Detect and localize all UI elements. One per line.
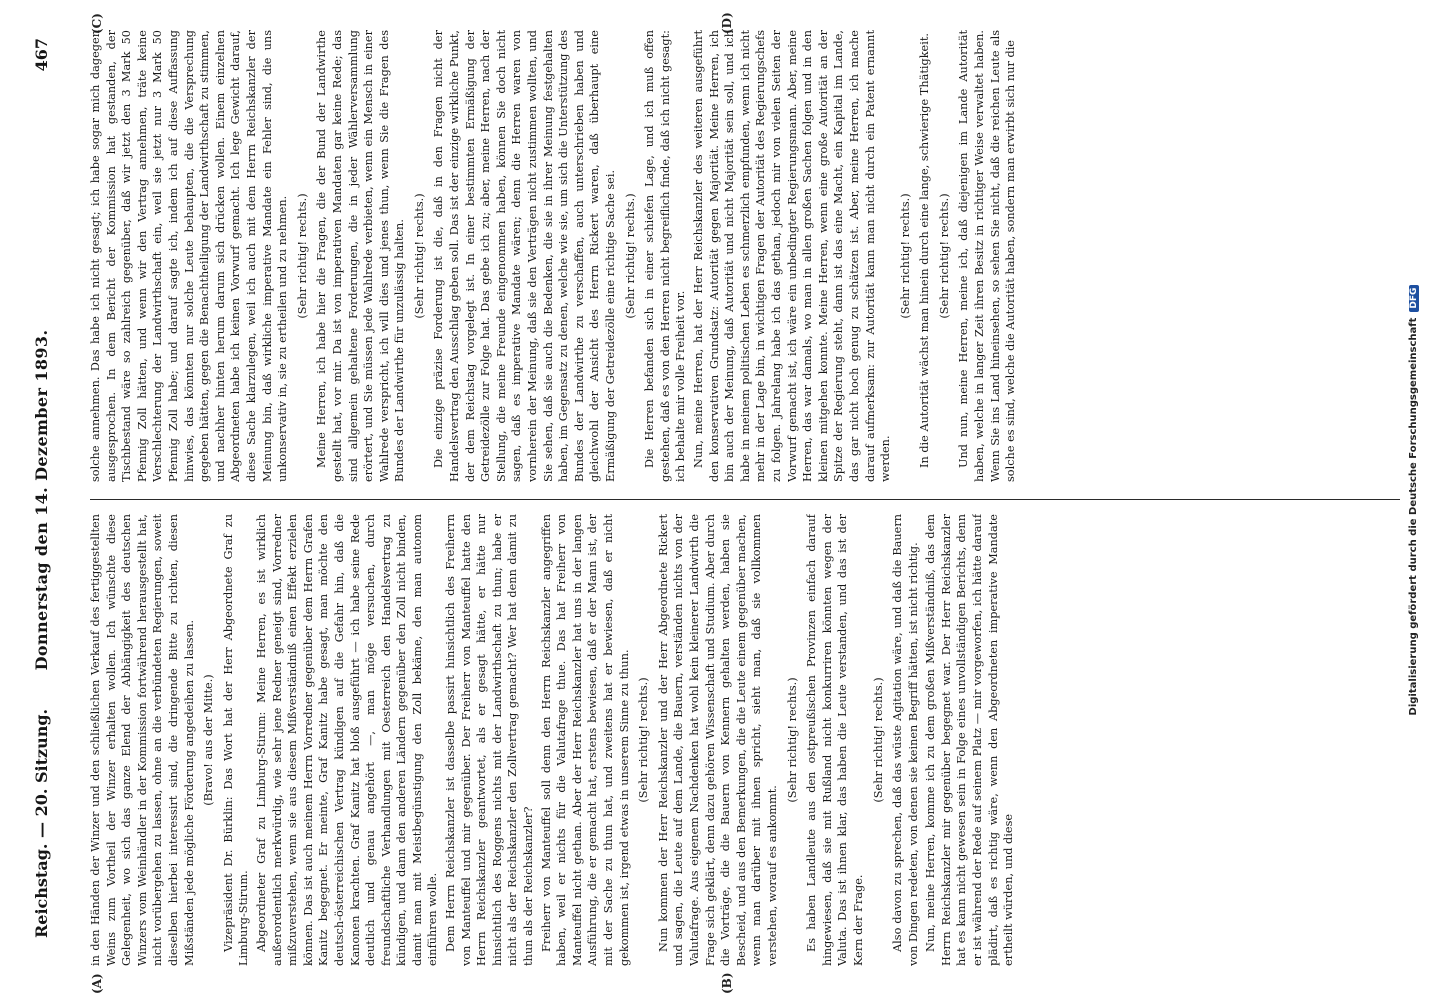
left-column <box>88 514 1368 966</box>
dfg-logo: DFG <box>1409 285 1419 312</box>
paragraph: Die einzige präzise Forderung ist die, daß in den Fragen nicht der Handelsvertrag den Ausschlag geben soll. Das ist der einzige wirkliche Punkt, der dem Reichstag vorgelegt ist. In einer bestimmten Ermäßigung der Getreidezölle zur Folge hat. Das gebe ich zu; aber, meine Herren, nach der Stellung, die meine Freunde eingenommen haben, können Sie doch nicht sagen, daß es imperative Mandate wären; denn die Herren waren von vornherein der Meinung, daß sie den Verträgen nicht zustimmen wollten, und Sie sehen, daß sie auch die Bedenken, die sie in ihrer Meinung festgehalten haben, im Gegensatz zu denen, welche wie sie, um sich die Unterstützung des Bundes der Landwirthe zu verschaffen, auch unterschrieben haben und gleichwohl der Ansicht des Herrn Rickert waren, daß überhaupt eine Ermäßigung der Getreidezölle eine richtige Sache sei. <box>432 30 617 482</box>
interjection: (Sehr richtig! rechts.) <box>623 193 637 319</box>
interjection: (Sehr richtig! rechts.) <box>871 677 885 803</box>
interjection: (Sehr richtig! rechts.) <box>937 193 951 319</box>
paragraph: Die Herren befanden sich in einer schiefen Lage, und ich muß offen gestehen, daß es von den Herren nicht begreiflich finde, daß ich nicht gesagt: ich behalte mir volle Freiheit vor. <box>643 30 688 482</box>
interjection: (Sehr richtig! rechts.) <box>637 677 651 803</box>
column-marker-b: (B) <box>720 972 734 994</box>
paragraph: Und nun, meine Herren, meine ich, daß diejenigen im Lande Autorität haben, welche in langer Zeit ihren Besitz in richtiger Weise verwaltet haben. Wenn Sie ins Land hineinsehen, so sehen Sie nicht, daß die reichen Leute als solche es sind, welche die Autorität haben, sondern man erwirbt sich nur die <box>957 30 1018 482</box>
digitization-note: Digitalisierung gefördert durch die Deutsche Forschungsgemeinschaft <box>1408 317 1419 716</box>
interjection: (Bravo! aus der Mitte.) <box>202 674 216 806</box>
interjection: (Sehr richtig! rechts.) <box>898 193 912 319</box>
digitization-credit <box>1408 0 1419 1000</box>
paragraph: Vizepräsident Dr. Bürklin: Das Wort hat der Herr Abgeordnete Graf zu Limburg-Stirum. <box>221 514 251 966</box>
interjection: (Sehr richtig! rechts.) <box>295 193 309 319</box>
paragraph: Es haben Landleute aus den ostpreußischen Provinzen einfach darauf hingewiesen, daß sie mit Rußland nicht konkurriren könnten wegen der Valuta. Das ist ihnen klar, das haben die Leute verstanden, und das ist der Kern der Frage. <box>805 514 865 966</box>
paragraph: In die Autorität wächst man hinein durch eine lange, schwierige Thätigkeit. <box>918 33 932 468</box>
interjection: (Sehr richtig! rechts.) <box>412 193 426 319</box>
paragraph: Dem Herrn Reichskanzler ist dasselbe passirt hinsichtlich des Freiherrn von Manteuffel und mir gegenüber. Der Freiherr von Manteuffel hatte den Herrn Reichskanzler geantwortet, als er gesagt hätte, er hätte nur hinsichtlich des Roggens nichts mit der Landwirthschaft zu thun; habe er nicht als der Reichskanzler den Zollvertrag gemacht? Wer hat denn damit zu thun als der Reichskanzler? <box>444 514 536 966</box>
right-column <box>88 30 1368 482</box>
paragraph: Nun kommen der Herr Reichskanzler und der Herr Abgeordnete Rickert und sagen, die Leute auf dem Lande, die Bauern, verständen nichts von der Valutafrage. Aus eigenem Nachdenken hat wohl kein kleinerer Landwirth die Frage sich geklärt, denn dazu gehören Wissenschaft und Studium. Aber durch die Vorträge, die die Bauern von Kennern gehalten werden, haben sie Bescheid, und aus den Bemerkungen, die die Leute einem gegenüber machen, wenn man darüber mit ihnen spricht, sieht man, daß sie vollkommen verstehen, worauf es ankommt. <box>656 514 779 966</box>
paragraph: Also davon zu sprechen, daß das wüste Agitation wäre, und daß die Bauern von Dingen redeten, von denen sie keinen Begriff hätten, ist nicht richtig. <box>891 514 920 966</box>
paragraph: Nun, meine Herren, hat der Herr Reichskanzler des weiteren ausgeführt den konservativen Grundsatz: Autorität gegen Majorität. Meine Herren, ich bin auch der Meinung, daß Autorität und nicht Majorität sein soll, und ich habe in meinem politischen Leben es schmerzlich empfunden, wenn ich nicht mehr in der Lage bin, in wichtigen Fragen der Autorität des Regierungschefs zu folgen. Jahrelang habe ich das gethan, jedoch mir von vielen Seiten der Vorwurf gemacht ist, ich wäre ein unbedingter Regierungsmann. Aber, meine Herren, das war damals, wo man in allen großen Sachen folgen und in den kleinen mitgehen konnte. Meine Herren, wenn eine große Autorität an der Spitze der Regierung steht, dann ist das eine Macht, ein Kapital im Lande, das gar nicht hoch genug zu schätzen ist. Aber, meine Herren, ich mache darauf aufmerksam: zur Autorität kann man nicht durch ein Patent ernannt werden. <box>691 30 893 482</box>
header-date: Donnerstag den 14. Dezember 1893. <box>32 329 51 671</box>
paragraph: Freiherr von Manteuffel soll denn den Herrn Reichskanzler angegriffen haben, weil er nichts für die Valutafrage thue. Das hat Freiherr von Manteuffel nicht gethan. Aber der Herr Reichskanzler hat uns in der langen Ausführung, die er gemacht hat, erstens bewiesen, daß er der Mann ist, der mit der Sache zu thun hat, und zweitens hat er bewiesen, daß er nicht gekommen ist, irgend etwas in unserem Sinne zu thun. <box>539 514 631 966</box>
paragraph: Meine Herren, ich habe hier die Fragen, die der Bund der Landwirthe gestellt hat, vor mir. Da ist von imperativen Mandaten gar keine Rede; das sind allgemein gehaltene Forderungen, die in jeder Wählerversammlung erörtert, und Sie müssen jede Wahlrede verbieten, wenn ein Mensch in einer Wahlrede verspricht, ich will dies und jenes thun, wenn Sie die Fragen des Bundes der Landwirthe für unzulässig halten. <box>315 30 407 482</box>
column-marker-c: (C) <box>90 13 104 34</box>
page-header <box>18 0 68 1000</box>
column-divider <box>90 499 1400 500</box>
paragraph: Nun, meine Herren, komme ich zu dem großen Mißverständniß, das dem Herrn Reichskanzler mir gegenüber begegnet war. Der Herr Reichskanzler hat es kann nicht gewesen sein in Folge eines unvollständigen Berichts, denn er ist während der Rede auf seinem Platz — mir vorgeworfen, ich hätte darauf plädirt, daß es richtig wäre, wenn den Abgeordneten imperative Mandate ertheilt würden, und diese <box>924 514 1016 966</box>
page-number: 467 <box>32 38 51 72</box>
paragraph: Abgeordneter Graf zu Limburg-Stirum: Meine Herren, es ist wirklich außerordentlich merkwürdig, wie sehr jene Redner geneigt sind, Vorredner mißzuverstehen, wenn sie aus diesem Mißverständniß einen Effekt erzielen können. Das ist auch meinem Herrn Vorredner gegenüber dem Herrn Grafen Kanitz begegnet. Er meinte, Graf Kanitz habe gesagt, man möchte den deutsch-österreichischen Vertrag kündigen auf die Gefahr hin, daß die Kanonen krachten. Graf Kanitz hat bloß ausgeführt — ich habe seine Rede deutlich und genau angehört —, man möge versuchen, durch freundschaftliche Verhandlungen mit Oesterreich den Handelsvertrag zu kündigen, und dann den anderen Ländern gegenüber den Zoll nicht binden, damit man mit Meistbegünstigung den Zoll bekäme, den man autonom einführen wolle. <box>254 514 440 966</box>
paragraph: solche annehmen. Das habe ich nicht gesagt; ich habe sogar mich dagegen ausgesprochen. In dem Bericht der Kommission hat gestanden, der Tischbestand wäre so zahlreich gegenüber, daß wir jetzt den 3 Mark 50 Pfennig Zoll hätten, und wenn wir den Vertrag annehmen, träte keine Verschlechterung der Landwirthschaft ein, weil sie jetzt nur 3 Mark 50 Pfennig Zoll habe; und darauf sagte ich, indem ich auf diese Auffassung hinwies, das könnten nur solche Leute behaupten, die die Versprechung gegeben hätten, gegen die Benachtheiligung der Landwirthschaft zu stimmen, und nachher hinten herum darum sich drücken wollen. Einem einzelnen Abgeordneten habe ich keinen Vorwurf gemacht. Ich lege Gewicht darauf, diese Sache klarzulegen, weil ich auch mit dem Herrn Reichskanzler der Meinung bin, daß wirkliche imperative Mandate ein Fehler sind, die uns unkonservativ in, sie zu ertheilen und zu nehmen. <box>89 30 290 482</box>
paragraph: in den Händen der Winzer und den schließlichen Verkauf des fertiggestellten Weins zum Vortheil der Winzer erhalten wollen. Ich wünschte diese Gelegenheit, wo sich das ganze Elend der Abhängigkeit des deutschen Winzers vom Weinhändler in der Kommission fortwährend herausgestellt hat, nicht vorübergehen zu lassen, ohne an die verbündeten Regierungen, soweit dieselben hierbei interessirt sind, die dringende Bitte zu richten, diesen Mißständen jede mögliche Förderung angedeihen zu lassen. <box>89 514 196 966</box>
header-session: Reichstag. — 20. Sitzung. <box>32 708 51 938</box>
column-marker-a: (A) <box>90 973 104 994</box>
column-marker-d: (D) <box>720 12 734 34</box>
interjection: (Sehr richtig! rechts.) <box>785 677 799 803</box>
